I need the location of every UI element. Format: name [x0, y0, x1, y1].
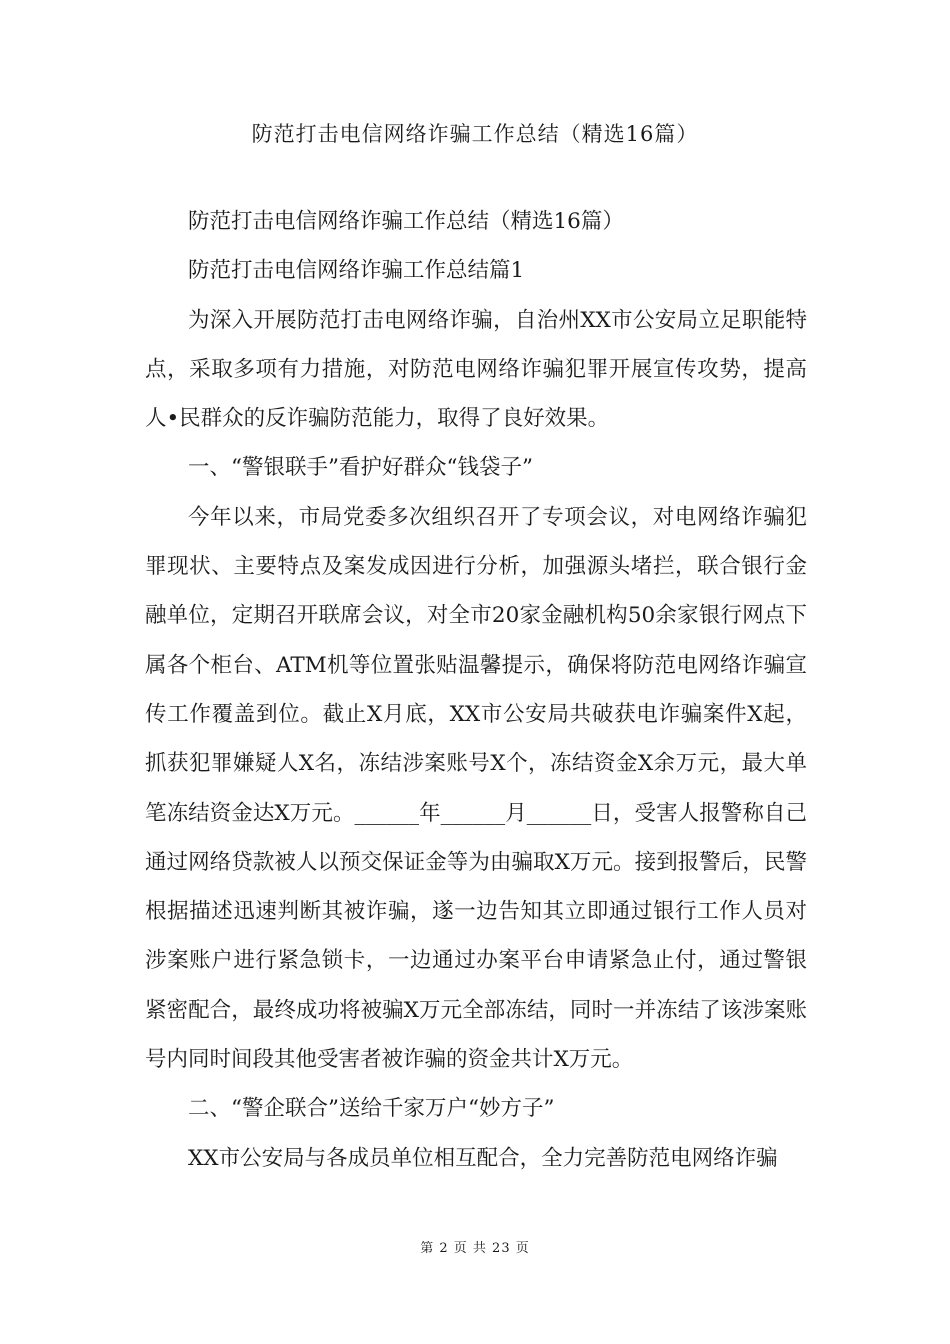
paragraph-section-2: XX市公安局与各成员单位相互配合，全力完善防范电网络诈骗 [188, 1145, 778, 1171]
document-title: 防范打击电信网络诈骗工作总结（精选16篇） [251, 122, 699, 146]
section-heading-1: 一、“警银联手”看护好群众“钱袋子” [188, 455, 533, 481]
page-footer: 第 2 页 共 23 页 [420, 1241, 530, 1256]
paragraph-intro: 为深入开展防范打击电网络诈骗，自治州XX市公安局立足职能特点，采取多项有力措施，对防范电网络诈骗犯罪开展宣传攻势，提高人•民群众的反诈骗防范能力，取得了良好效果。 [145, 307, 807, 432]
subtitle-repeat: 防范打击电信网络诈骗工作总结（精选16篇） [188, 209, 624, 234]
document-body [145, 197, 807, 1183]
article-title: 防范打击电信网络诈骗工作总结篇1 [188, 258, 525, 284]
section-heading-2: 二、“警企联合”送给千家万户“妙方子” [188, 1096, 555, 1122]
paragraph-section-1: 今年以来，市局党委多次组织召开了专项会议，对电网络诈骗犯罪现状、主要特点及案发成因进行分析，加强源头堵拦，联合银行金融单位，定期召开联席会议，对全市20家金融机构50余家银行网点下属各个柜台、ATM机等位置张贴温馨提示，确保将防范电网络诈骗宣传工作覆盖到位。截止X月底，XX市公安局共破获电诈骗案件X起，抓获犯罪嫌疑人X名，冻结涉案账号X个，冻结资金X余万元，最大单笔冻结资金达X万元。______年______月______日，受害人报警称自己通过网络贷款被人以预交保证金等为由骗取X万元。接到报警后，民警根据描述迅速判断其被诈骗，遂一边告知其立即通过银行工作人员对涉案账户进行紧急锁卡，一边通过办案平台申请紧急止付，通过警银紧密配合，最终成功将被骗X万元全部冻结，同时一并冻结了该涉案账号内同时间段其他受害者被诈骗的资金共计X万元。 [145, 504, 807, 1073]
